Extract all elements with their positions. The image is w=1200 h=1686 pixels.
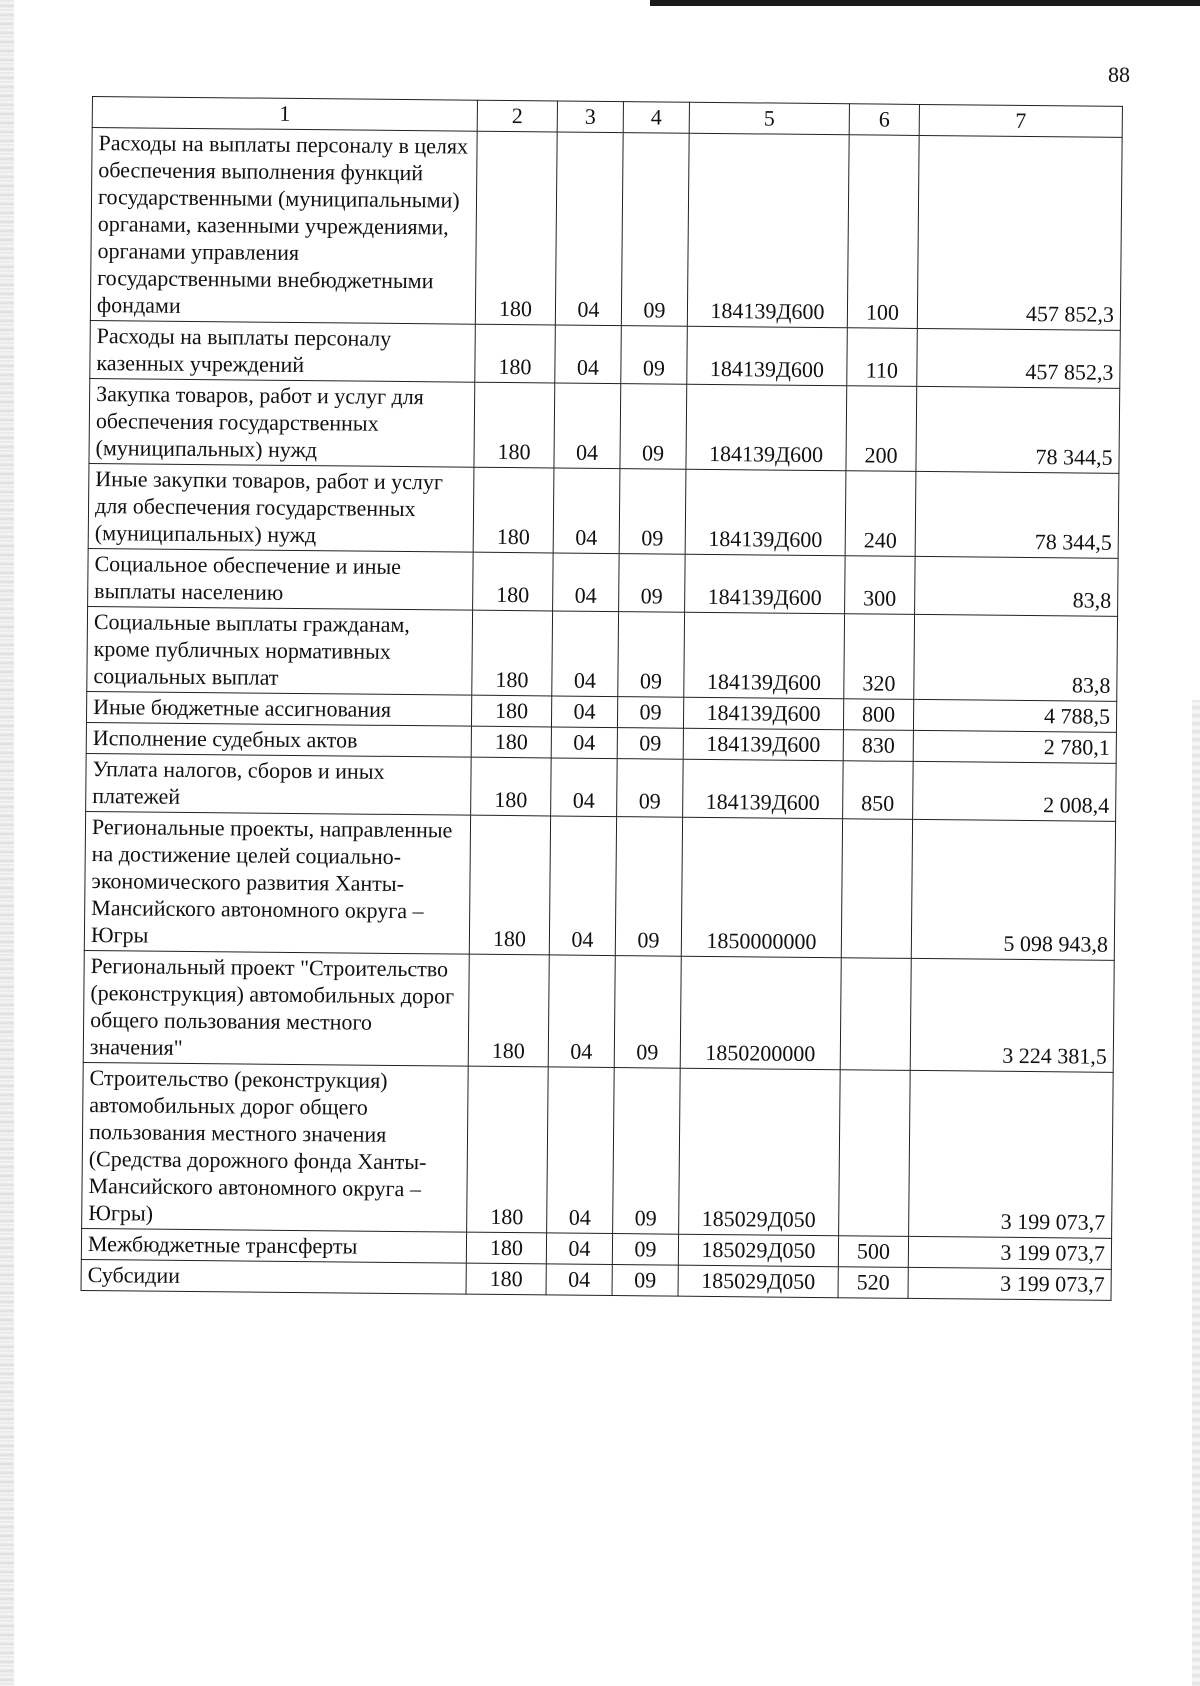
row-section-cell: 04 — [552, 611, 619, 697]
row-expense-type-cell: 800 — [843, 699, 913, 731]
row-target-article-cell: 184139Д600 — [685, 554, 846, 614]
row-subsection-cell: 09 — [617, 728, 683, 760]
row-amount-cell: 3 199 073,7 — [908, 1236, 1111, 1269]
row-name-cell: Закупка товаров, работ и услуг для обеспечения государственных (муниципальных) нужд — [89, 378, 475, 467]
row-subsection-cell: 09 — [619, 469, 686, 555]
row-section-cell: 04 — [546, 1233, 612, 1265]
row-code-cell: 180 — [471, 726, 551, 758]
table-row — [88, 548, 1119, 616]
header-cell-4: 4 — [623, 102, 689, 134]
row-target-article-cell: 185029Д050 — [678, 1265, 838, 1298]
row-expense-type-cell: 100 — [847, 135, 919, 329]
row-expense-type-cell: 300 — [845, 556, 916, 615]
table-row — [89, 378, 1120, 473]
row-section-cell: 04 — [555, 132, 623, 326]
row-subsection-cell: 09 — [620, 384, 687, 470]
row-subsection-cell: 09 — [618, 612, 685, 698]
row-name-cell: Расходы на выплаты персоналу казенных учреждений — [90, 320, 476, 382]
row-expense-type-cell — [839, 1070, 911, 1237]
row-section-cell: 04 — [551, 727, 617, 759]
row-section-cell: 04 — [548, 955, 615, 1068]
table-row — [86, 753, 1117, 821]
row-name-cell: Уплата налогов, сборов и иных платежей — [86, 753, 472, 815]
row-section-cell: 04 — [553, 553, 620, 612]
row-code-cell: 180 — [466, 1232, 546, 1264]
row-expense-type-cell: 830 — [843, 730, 913, 762]
row-code-cell: 180 — [471, 695, 551, 727]
table-row — [83, 950, 1114, 1072]
row-code-cell: 180 — [474, 382, 555, 468]
row-section-cell: 04 — [549, 816, 616, 956]
row-section-cell: 04 — [551, 696, 617, 728]
row-target-article-cell: 1850200000 — [680, 956, 841, 1070]
row-section-cell: 04 — [546, 1264, 612, 1296]
header-cell-5: 5 — [689, 102, 849, 135]
row-subsection-cell: 09 — [621, 326, 688, 385]
row-subsection-cell: 09 — [619, 554, 686, 613]
table-row — [88, 463, 1119, 558]
budget-table-wrapper — [81, 96, 1122, 1301]
row-section-cell: 04 — [553, 468, 620, 554]
row-code-cell: 180 — [466, 1263, 546, 1295]
row-target-article-cell: 185029Д050 — [678, 1234, 838, 1267]
row-code-cell: 180 — [467, 1066, 549, 1233]
row-expense-type-cell: 520 — [838, 1267, 908, 1299]
header-cell-1: 1 — [92, 97, 477, 132]
table-row — [82, 1062, 1114, 1238]
row-target-article-cell: 184139Д600 — [683, 759, 844, 819]
row-name-cell: Региональные проекты, направленные на достижение целей социально-экономического развития Ханты-Мансийского автономного округа – Югры — [84, 811, 470, 954]
row-amount-cell: 83,8 — [915, 556, 1119, 616]
row-section-cell: 04 — [547, 1067, 615, 1234]
row-expense-type-cell: 500 — [838, 1236, 908, 1268]
row-code-cell: 180 — [469, 815, 550, 955]
header-cell-3: 3 — [557, 101, 623, 133]
row-subsection-cell: 09 — [613, 1068, 681, 1235]
row-code-cell: 180 — [473, 552, 554, 611]
row-expense-type-cell — [841, 819, 912, 959]
page-number: 88 — [1108, 62, 1130, 87]
row-subsection-cell: 09 — [612, 1234, 678, 1266]
row-amount-cell: 457 852,3 — [917, 328, 1121, 388]
header-cell-6: 6 — [849, 104, 919, 136]
row-target-article-cell: 184139Д600 — [684, 612, 845, 699]
row-name-cell: Иные закупки товаров, работ и услуг для обеспечения государственных (муниципальных) нужд — [88, 463, 474, 552]
row-name-cell: Региональный проект "Строительство (реконструкция) автомобильных дорог общего пользования местного значения" — [83, 950, 469, 1066]
row-subsection-cell: 09 — [614, 956, 681, 1069]
table-row — [90, 320, 1121, 388]
row-subsection-cell: 09 — [621, 133, 689, 327]
row-amount-cell: 78 344,5 — [915, 471, 1119, 558]
row-amount-cell: 78 344,5 — [916, 386, 1120, 473]
row-subsection-cell: 09 — [617, 759, 684, 818]
scan-right-edge — [1192, 700, 1200, 1686]
row-amount-cell: 5 098 943,8 — [911, 819, 1115, 960]
row-name-cell: Иные бюджетные ассигнования — [86, 691, 471, 726]
row-target-article-cell: 185029Д050 — [679, 1068, 841, 1236]
budget-table — [81, 96, 1123, 1301]
row-amount-cell: 457 852,3 — [917, 135, 1122, 330]
row-code-cell: 180 — [471, 757, 552, 816]
row-expense-type-cell — [840, 958, 911, 1071]
row-expense-type-cell: 850 — [843, 761, 914, 820]
row-name-cell: Расходы на выплаты персоналу в целях обеспечения выполнения функций государственными (муниципальными) органами, казенными учреждениями, органами управления государственными внебюджетными фондами — [90, 128, 477, 325]
row-section-cell: 04 — [551, 758, 618, 817]
row-target-article-cell: 1850000000 — [681, 817, 842, 958]
header-cell-7: 7 — [919, 104, 1122, 137]
row-amount-cell: 2 008,4 — [913, 761, 1117, 821]
row-name-cell: Исполнение судебных актов — [86, 722, 471, 757]
row-code-cell: 180 — [475, 131, 557, 325]
row-code-cell: 180 — [475, 324, 556, 383]
row-code-cell: 180 — [473, 467, 554, 553]
row-target-article-cell: 184139Д600 — [687, 133, 849, 328]
row-expense-type-cell: 240 — [845, 471, 916, 557]
row-target-article-cell: 184139Д600 — [686, 384, 847, 471]
row-subsection-cell: 09 — [612, 1265, 678, 1297]
row-target-article-cell: 184139Д600 — [687, 326, 848, 386]
row-name-cell: Межбюджетные трансферты — [81, 1228, 466, 1263]
row-expense-type-cell: 110 — [847, 328, 918, 387]
row-name-cell: Строительство (реконструкция) автомобильных дорог общего пользования местного значения (Средства дорожного фонда Ханты-Мансийского автономного округа – Югры) — [82, 1062, 469, 1232]
row-code-cell: 180 — [472, 610, 553, 696]
row-code-cell: 180 — [468, 954, 549, 1067]
row-subsection-cell: 09 — [615, 817, 682, 957]
row-name-cell: Социальное обеспечение и иные выплаты населению — [88, 548, 474, 610]
row-expense-type-cell: 200 — [846, 386, 917, 472]
row-target-article-cell: 184139Д600 — [683, 697, 843, 730]
table-row — [90, 128, 1122, 331]
table-row — [84, 811, 1115, 960]
row-amount-cell: 3 224 381,5 — [910, 958, 1114, 1072]
row-target-article-cell: 184139Д600 — [685, 469, 846, 556]
row-target-article-cell: 184139Д600 — [683, 728, 843, 761]
row-name-cell: Субсидии — [81, 1259, 466, 1294]
row-amount-cell: 3 199 073,7 — [909, 1070, 1114, 1238]
row-amount-cell: 83,8 — [914, 614, 1118, 701]
row-amount-cell: 2 780,1 — [913, 730, 1116, 763]
header-cell-2: 2 — [477, 100, 557, 132]
table-row — [87, 606, 1118, 701]
row-amount-cell: 3 199 073,7 — [908, 1267, 1111, 1300]
row-name-cell: Социальные выплаты гражданам, кроме публичных нормативных социальных выплат — [87, 606, 473, 695]
row-section-cell: 04 — [554, 383, 621, 469]
row-amount-cell: 4 788,5 — [913, 699, 1116, 732]
row-expense-type-cell: 320 — [844, 614, 915, 700]
row-subsection-cell: 09 — [617, 697, 683, 729]
row-section-cell: 04 — [555, 325, 622, 384]
scan-top-edge — [650, 0, 1200, 6]
scan-left-edge — [0, 0, 14, 1686]
